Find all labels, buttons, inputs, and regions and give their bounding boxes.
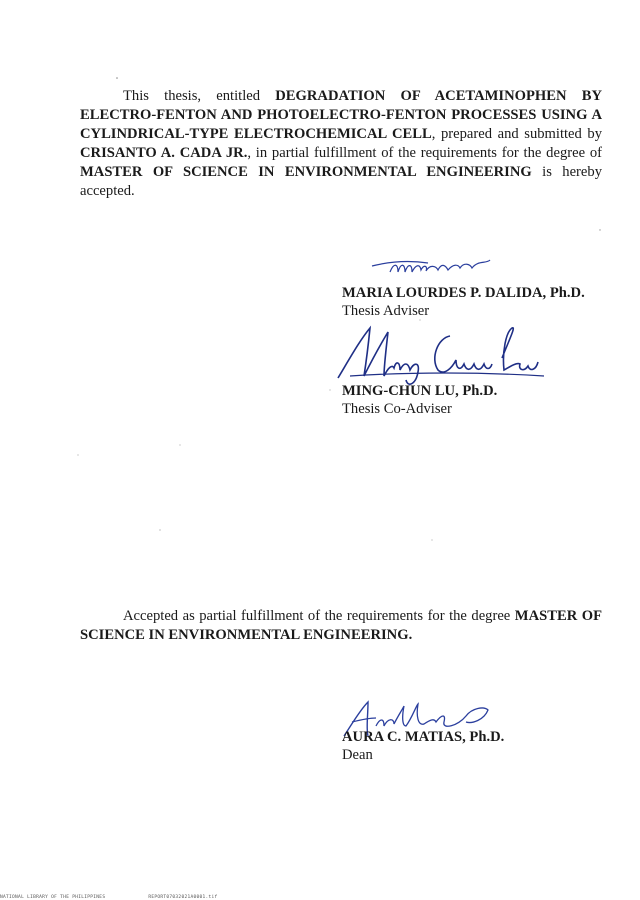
signatory-name: MING-CHUN LU, Ph.D. xyxy=(342,383,498,399)
signatory-name: AURA C. MATIAS, Ph.D. xyxy=(342,729,505,745)
co-adviser-signature xyxy=(330,318,550,388)
approval-text-3: , in partial fulfillment of the requirements for the degree of xyxy=(247,145,602,161)
approval-text-2: , prepared and submitted by xyxy=(431,126,603,142)
signatory-co-adviser xyxy=(342,382,497,418)
footer-filename: REPORT07032021A0001.tif xyxy=(148,895,218,900)
acceptance-period: . xyxy=(408,627,413,643)
signatory-role: Thesis Adviser xyxy=(342,303,430,319)
acceptance-paragraph xyxy=(80,607,602,645)
author-name: CRISANTO A. CADA JR. xyxy=(80,145,248,161)
signatory-name: MARIA LOURDES P. DALIDA, Ph.D. xyxy=(342,285,585,301)
acceptance-degree: MASTER OF SCIENCE IN ENVIRONMENTAL ENGINEERING xyxy=(80,608,602,643)
approval-paragraph xyxy=(80,87,602,201)
footer-library: NATIONAL LIBRARY OF THE PHILIPPINES xyxy=(0,895,106,900)
approval-intro: This thesis, entitled xyxy=(123,88,261,104)
approval-text-4: is hereby accepted. xyxy=(80,164,602,199)
signatory-role: Thesis Co-Adviser xyxy=(342,401,452,417)
signatory-adviser xyxy=(342,284,585,320)
scan-footer xyxy=(0,895,258,900)
acceptance-text: Accepted as partial fulfillment of the requirements for the degree xyxy=(123,608,511,624)
thesis-title: DEGRADATION OF ACETAMINOPHEN BY ELECTRO-FENTON AND PHOTOELECTRO-FENTON PROCESSES USING A CYLINDRICAL-TYPE ELECTROCHEMICAL CELL xyxy=(80,88,602,142)
degree-name: MASTER OF SCIENCE IN ENVIRONMENTAL ENGINEERING xyxy=(80,164,532,180)
signatory-role: Dean xyxy=(342,747,373,763)
signatory-dean xyxy=(342,728,504,764)
adviser-signature xyxy=(368,252,498,282)
